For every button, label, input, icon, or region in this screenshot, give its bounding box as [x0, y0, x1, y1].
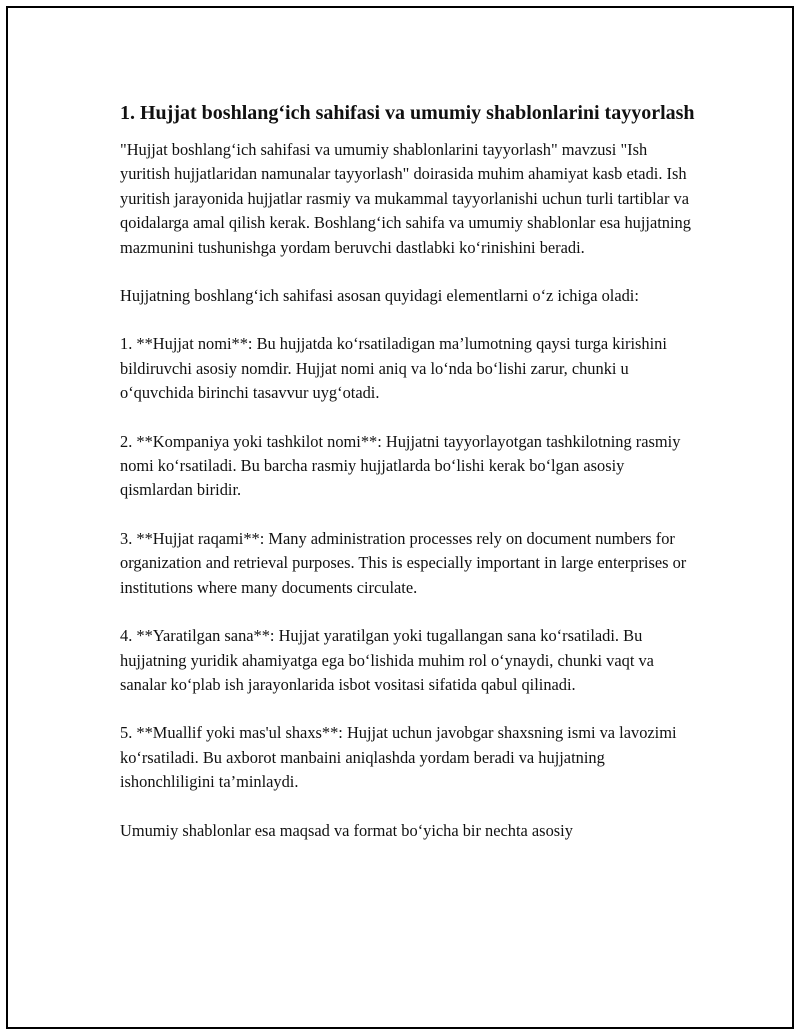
- paragraph-spacer: [120, 697, 696, 721]
- intro-paragraph: "Hujjat boshlang‘ich sahifasi va umumiy shablonlarini tayyorlash" mavzusi "Ish yuritish hujjatlaridan namunalar tayyorlash" doirasida muhim ahamiyat kasb etadi. Ish yuritish jarayonida hujjatlar rasmiy va mukammal tayyorlanishi uchun turli tartiblar va qoidalarga amal qilish kerak. Boshlang‘ich sahifa va umumiy shablonlar esa hujjatning mazmunini tushunishga yordam beruvchi dastlabki ko‘rinishini beradi.: [120, 140, 691, 257]
- list-item-creation-date: 4. **Yaratilgan sana**: Hujjat yaratilgan yoki tugallangan sana ko‘rsatiladi. Bu hujjatning yuridik ahamiyatga ega bo‘lishida muhim rol o‘ynaydi, chunki vaqt va sanalar ko‘plab ish jarayonlarida isbot vositasi sifatida qabul qilinadi.: [120, 626, 654, 694]
- document-content: [120, 99, 696, 843]
- paragraph-spacer: [120, 795, 696, 819]
- document-heading: 1. Hujjat boshlang‘ich sahifasi va umumiy shablonlarini tayyorlash: [120, 102, 695, 124]
- paragraph-spacer: [120, 600, 696, 624]
- list-item-document-number: 3. **Hujjat raqami**: Many administration processes rely on document numbers for organization and retrieval purposes. This is especially important in large enterprises or institutions where many documents circulate.: [120, 528, 687, 597]
- page-frame: [6, 6, 794, 1029]
- paragraph-spacer: [120, 406, 696, 430]
- paragraph-spacer: [120, 308, 696, 332]
- paragraph-spacer: [120, 260, 696, 284]
- elements-intro-paragraph: Hujjatning boshlang‘ich sahifasi asosan quyidagi elementlarni o‘z ichiga oladi:: [120, 286, 639, 306]
- list-item-document-name: 1. **Hujjat nomi**: Bu hujjatda ko‘rsatiladigan ma’lumotning qaysi turga kirishini bildiruvchi asosiy nomdir. Hujjat nomi aniq va lo‘nda bo‘lishi zarur, chunki u o‘quvchida birinchi tasavvur uyg‘otadi.: [120, 334, 667, 403]
- paragraph-spacer: [120, 503, 696, 527]
- templates-paragraph: Umumiy shablonlar esa maqsad va format bo‘yicha bir nechta asosiy: [120, 820, 573, 840]
- list-item-author: 5. **Muallif yoki mas'ul shaxs**: Hujjat uchun javobgar shaxsning ismi va lavozimi ko‘rsatiladi. Bu axborot manbaini aniqlashda yordam beradi va hujjatning ishonchliligini ta’minlaydi.: [120, 723, 677, 792]
- list-item-organization-name: 2. **Kompaniya yoki tashkilot nomi**: Hujjatni tayyorlayotgan tashkilotning rasmiy nomi ko‘rsatiladi. Bu barcha rasmiy hujjatlarda bo‘lishi kerak bo‘lgan asosiy qismlardan biridir.: [120, 431, 681, 500]
